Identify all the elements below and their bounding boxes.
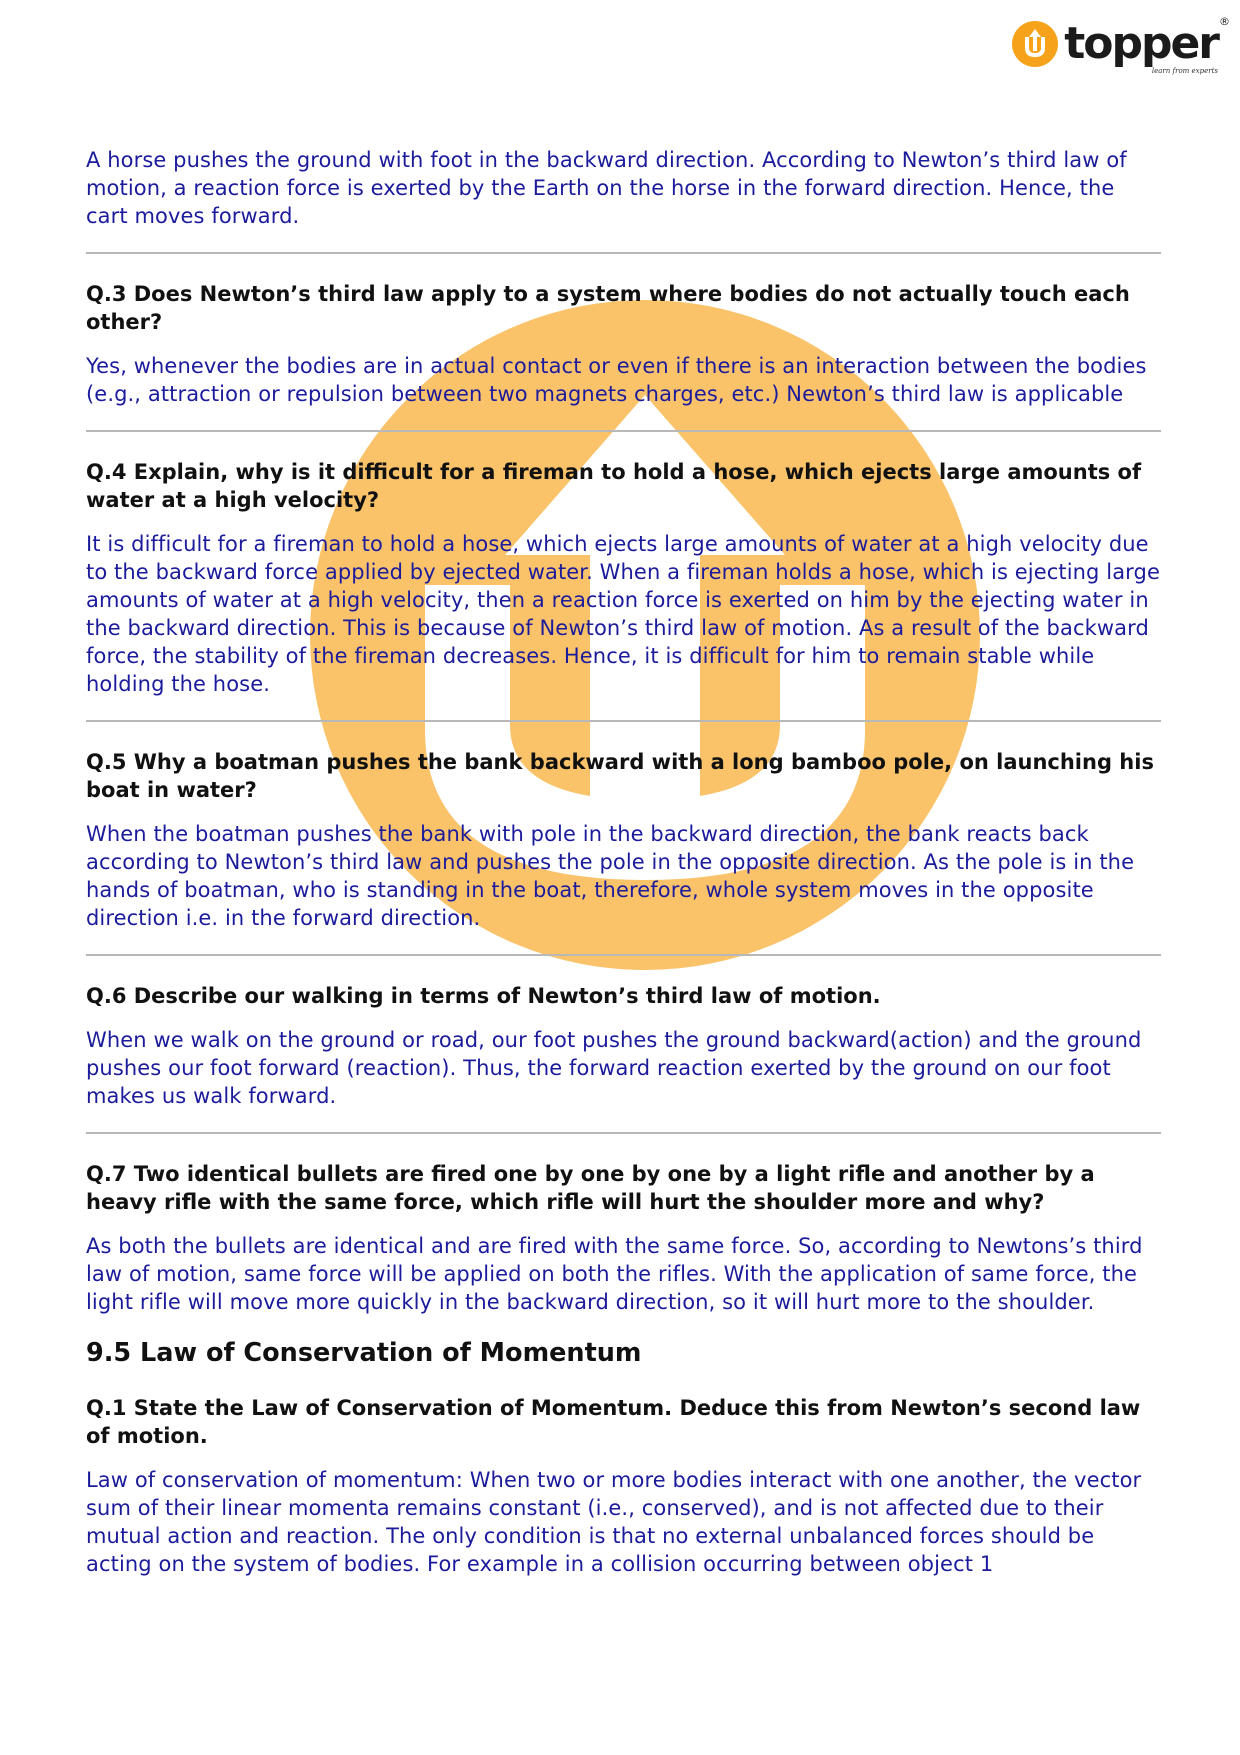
answer-4: It is difficult for a fireman to hold a hose, which ejects large amounts of water at a high velocity due to the backward force applied by ejected water. When a fireman holds a hose, which is ejecting large amounts of water at a high velocity, then a reaction force is exerted on him by the ejecting water in the backward direction. This is because of Newton’s third law of motion. As a result of the backward force, the stability of the fireman decreases. Hence, it is difficult for him to remain stable while holding the hose. — [86, 532, 1160, 696]
section-heading: 9.5 Law of Conservation of Momentum — [86, 1338, 642, 1368]
answer-7: As both the bullets are identical and are fired with the same force. So, according to Newtons’s third law of motion, same force will be applied on both the rifles. With the application of same force, the light rifle will move more quickly in the backward direction, so it will hurt more to the shoulder. — [86, 1234, 1143, 1314]
question-7: Q.7 Two identical bullets are fired one by one by one by a light rifle and another by a heavy rifle with the same force, which rifle will hurt the shoulder more and why? — [86, 1162, 1095, 1214]
document-body — [86, 146, 1161, 1578]
answer-6: When we walk on the ground or road, our foot pushes the ground backward(action) and the ground pushes our foot forward (reaction). Thus, the forward reaction exerted by the ground on our foot makes us walk forward. — [86, 1028, 1142, 1108]
separator — [86, 720, 1161, 722]
separator — [86, 252, 1161, 254]
question-3: Q.3 Does Newton’s third law apply to a system where bodies do not actually touch each other? — [86, 282, 1130, 334]
intro-answer: A horse pushes the ground with foot in the backward direction. According to Newton’s third law of motion, a reaction force is exerted by the Earth on the horse in the forward direction. Hence, the cart moves forward. — [86, 148, 1127, 228]
brand-logo — [1012, 14, 1230, 75]
brand-tagline: learn from experts — [1151, 67, 1218, 75]
question-4: Q.4 Explain, why is it difficult for a fireman to hold a hose, which ejects large amounts of water at a high velocity? — [86, 460, 1142, 512]
separator — [86, 430, 1161, 432]
answer-5: When the boatman pushes the bank with pole in the backward direction, the bank reacts back according to Newton’s third law and pushes the pole in the opposite direction. As the pole is in the hands of boatman, who is standing in the boat, therefore, whole system moves in the opposite direction i.e. in the forward direction. — [86, 822, 1135, 930]
logo-badge-icon — [1012, 21, 1058, 67]
question-5: Q.5 Why a boatman pushes the bank backward with a long bamboo pole, on launching his boat in water? — [86, 750, 1154, 802]
answer-3: Yes, whenever the bodies are in actual contact or even if there is an interaction between the bodies (e.g., attraction or repulsion between two magnets charges, etc.) Newton’s third law is applicable — [86, 354, 1147, 406]
separator — [86, 954, 1161, 956]
separator — [86, 1132, 1161, 1134]
section-question-1: Q.1 State the Law of Conservation of Momentum. Deduce this from Newton’s second law of motion. — [86, 1396, 1141, 1448]
registered-mark: ® — [1219, 15, 1230, 28]
question-6: Q.6 Describe our walking in terms of Newton’s third law of motion. — [86, 984, 881, 1008]
section-answer-1: Law of conservation of momentum: When two or more bodies interact with one another, the vector sum of their linear momenta remains constant (i.e., conserved), and is not affected due to their mutual action and reaction. The only condition is that no external unbalanced forces should be acting on the system of bodies. For example in a collision occurring between object 1 — [86, 1468, 1142, 1576]
brand-name: topper ® learn from experts — [1064, 15, 1230, 75]
